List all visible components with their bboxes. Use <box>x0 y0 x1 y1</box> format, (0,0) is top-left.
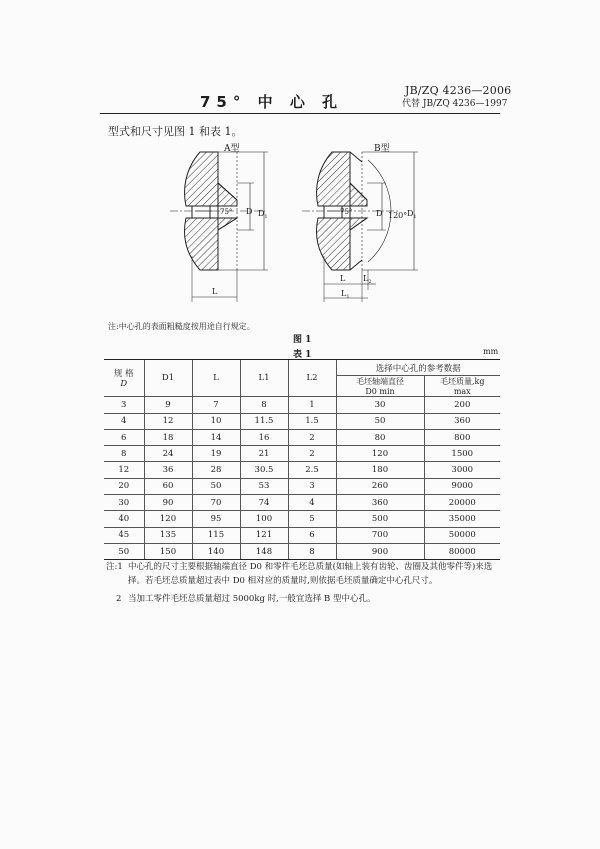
cell-l1: 148 <box>240 543 288 559</box>
type-b-120-angle: 120° <box>388 211 408 220</box>
cell-l: 7 <box>192 397 240 413</box>
type-a-label: A型 <box>224 144 240 154</box>
cell-mass: 35000 <box>424 511 500 527</box>
cell-l1: 11.5 <box>240 413 288 429</box>
cell-mass: 80000 <box>424 543 500 559</box>
cell-l: 28 <box>192 462 240 478</box>
cell-l: 10 <box>192 413 240 429</box>
note-1-number: 注:1 <box>106 562 123 572</box>
type-b-angle: 75° <box>340 208 353 216</box>
cell-l2: 3 <box>288 478 336 494</box>
cell-l2: 8 <box>288 543 336 559</box>
table-row <box>104 462 500 478</box>
type-b-drawing <box>302 152 418 302</box>
table-row <box>104 397 500 413</box>
cell-l2: 2.5 <box>288 462 336 478</box>
table-row <box>104 527 500 543</box>
note-1-text: 中心孔的尺寸主要根据轴端直径 D0 和零件毛坯总质量(如轴上装有齿轮、齿圈及其他零件等)来选择。若毛坯总质量超过表中 D0 相对应的质量时,则依据毛坯质量确定中心孔尺寸。 <box>128 562 493 586</box>
cell-d0: 700 <box>336 527 424 543</box>
cell-l1: 74 <box>240 495 288 511</box>
cell-l2: 1.5 <box>288 413 336 429</box>
cell-l2: 6 <box>288 527 336 543</box>
table-row <box>104 543 500 559</box>
cell-d1: 120 <box>144 511 192 527</box>
cell-d1: 12 <box>144 413 192 429</box>
cell-d0: 260 <box>336 478 424 494</box>
table-row <box>104 511 500 527</box>
type-b-l-label: L <box>340 274 346 283</box>
type-a-l-label: L <box>212 287 218 296</box>
header-rule <box>100 113 500 114</box>
cell-l1: 8 <box>240 397 288 413</box>
cell-d1: 9 <box>144 397 192 413</box>
cell-d: 30 <box>104 495 144 511</box>
type-b-label: B型 <box>374 144 390 154</box>
cell-l: 19 <box>192 446 240 462</box>
cell-d: 45 <box>104 527 144 543</box>
note-1 <box>106 560 506 588</box>
cell-l1: 53 <box>240 478 288 494</box>
type-b-d1-label: $D_1$ <box>407 209 417 220</box>
cell-l1: 16 <box>240 429 288 445</box>
cell-mass: 20000 <box>424 495 500 511</box>
header-spec: 规 格 D <box>104 360 144 397</box>
cell-d: 3 <box>104 397 144 413</box>
cell-d: 4 <box>104 413 144 429</box>
cell-l: 95 <box>192 511 240 527</box>
table-notes <box>106 560 506 606</box>
cell-l1: 121 <box>240 527 288 543</box>
center-hole-table <box>104 359 500 560</box>
header-l1: L1 <box>240 360 288 397</box>
cell-d1: 18 <box>144 429 192 445</box>
cell-l2: 2 <box>288 446 336 462</box>
cell-l2: 2 <box>288 429 336 445</box>
table-unit: mm <box>483 347 499 356</box>
type-a-angle: 75° <box>220 208 233 216</box>
note-2-number: 2 <box>116 594 122 604</box>
type-b-l1-label: $L_1$ <box>341 289 350 300</box>
center-hole-figure <box>100 138 500 320</box>
table-row <box>104 446 500 462</box>
cell-d0: 500 <box>336 511 424 527</box>
cell-d0: 180 <box>336 462 424 478</box>
header-blank-mass: 毛坯质量,kg max <box>424 376 500 397</box>
table-caption: 表 1 <box>293 350 312 360</box>
cell-d0: 30 <box>336 397 424 413</box>
cell-d1: 150 <box>144 543 192 559</box>
cell-l2: 4 <box>288 495 336 511</box>
cell-mass: 3000 <box>424 462 500 478</box>
cell-d0: 80 <box>336 429 424 445</box>
cell-d: 12 <box>104 462 144 478</box>
type-b-l2-label: $L_2$ <box>363 274 372 285</box>
type-b-d-label: D <box>376 209 383 218</box>
cell-mass: 360 <box>424 413 500 429</box>
table-row <box>104 478 500 494</box>
cell-l2: 1 <box>288 397 336 413</box>
standard-code: JB/ZQ 4236—2006 <box>405 84 512 97</box>
cell-d1: 135 <box>144 527 192 543</box>
header-l: L <box>192 360 240 397</box>
cell-d1: 60 <box>144 478 192 494</box>
cell-mass: 200 <box>424 397 500 413</box>
cell-d: 20 <box>104 478 144 494</box>
cell-l: 70 <box>192 495 240 511</box>
cell-d: 40 <box>104 511 144 527</box>
cell-l2: 5 <box>288 511 336 527</box>
cell-mass: 800 <box>424 429 500 445</box>
cell-d: 6 <box>104 429 144 445</box>
cell-d1: 24 <box>144 446 192 462</box>
intro-text: 型式和尺寸见图 1 和表 1。 <box>108 125 243 138</box>
cell-l1: 30.5 <box>240 462 288 478</box>
header-reference-group: 选择中心孔的参考数据 <box>336 360 500 376</box>
header-l2: L2 <box>288 360 336 397</box>
type-a-d-label: D <box>246 207 253 216</box>
figure-note: 注:中心孔的表面粗糙度按用途自行规定。 <box>108 322 255 331</box>
page-title: 75° 中 心 孔 <box>200 93 344 111</box>
cell-d0: 120 <box>336 446 424 462</box>
table-row <box>104 429 500 445</box>
figure-caption: 图 1 <box>293 335 312 345</box>
cell-mass: 9000 <box>424 478 500 494</box>
cell-l: 140 <box>192 543 240 559</box>
cell-d0: 900 <box>336 543 424 559</box>
cell-l: 115 <box>192 527 240 543</box>
note-2 <box>106 592 506 606</box>
note-2-text: 当加工零件毛坯总质量超过 5000kg 时,一般宜选择 B 型中心孔。 <box>128 594 376 604</box>
cell-d0: 50 <box>336 413 424 429</box>
cell-d0: 360 <box>336 495 424 511</box>
cell-mass: 1500 <box>424 446 500 462</box>
cell-l1: 100 <box>240 511 288 527</box>
table-row <box>104 495 500 511</box>
cell-d: 8 <box>104 446 144 462</box>
type-a-d1-label: $D_1$ <box>258 209 268 220</box>
cell-l1: 21 <box>240 446 288 462</box>
type-a-drawing <box>170 152 268 302</box>
cell-d: 50 <box>104 543 144 559</box>
header-d1: D1 <box>144 360 192 397</box>
cell-d1: 90 <box>144 495 192 511</box>
cell-l: 14 <box>192 429 240 445</box>
replaced-standard: 代替 JB/ZQ 4236—1997 <box>402 99 508 109</box>
cell-d1: 36 <box>144 462 192 478</box>
cell-mass: 50000 <box>424 527 500 543</box>
header-shaft-diameter: 毛坯轴端直径 D0 min <box>336 376 424 397</box>
table-row <box>104 413 500 429</box>
cell-l: 50 <box>192 478 240 494</box>
